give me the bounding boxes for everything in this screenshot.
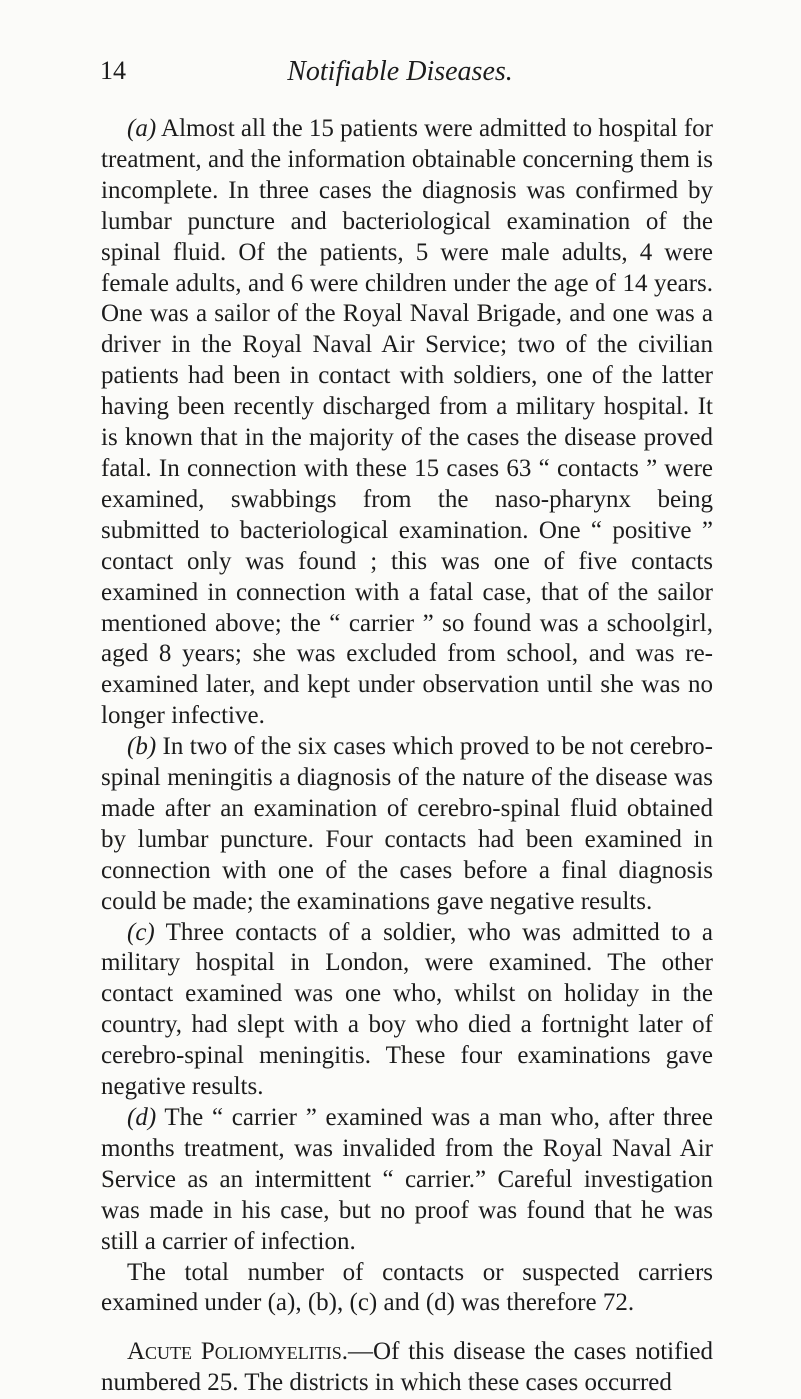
section-text: —Of this disease the cases notified numbered 25. The districts in which these cases occurred xyxy=(101,1338,713,1397)
body-text xyxy=(101,114,713,1399)
paragraph-marker: (d) xyxy=(127,1104,157,1131)
page-number: 14 xyxy=(100,56,126,85)
section-paragraph xyxy=(101,1337,713,1399)
paragraph-marker: (a) xyxy=(127,115,157,142)
paragraph-marker: (b) xyxy=(127,733,157,761)
paragraph-text: In two of the six cases which proved to be not cerebro-spinal meningitis a diagnosis of the nature of the disease was made after an examination of cerebro-spinal fluid obtained by lumbar puncture. Four contacts had been examined in connection with one of the cases before a final diagnosis could be made; the examinations gave negative results. xyxy=(101,733,713,915)
paragraph-d xyxy=(101,1103,713,1258)
paragraph-c xyxy=(101,918,713,1103)
paragraph-a xyxy=(101,114,713,732)
paragraph-b xyxy=(101,732,713,917)
paragraph-text: Almost all the 15 patients were admitted to hospital for treatment, and the information obtainable concerning them is incomplete. In three cases the diagnosis was confirmed by lumbar puncture and bacteriological examination of the spinal fluid. Of the patients, 5 were male adults, 4 were female adults, and 6 were children under the age of 14 years. One was a sailor of the Royal Naval Brigade, and one was a driver in the Royal Naval Air Service; two of the civilian patients had been in contact with soldiers, one of the latter having been recently discharged from a military hospital. It is known that in the majority of the cases the disease proved fatal. In connection with these 15 cases 63 “ contacts ” were examined, swabbings from the naso-pharynx being submitted to bacteriological examination. One “ positive ” contact only was found ; this was one of five contacts examined in connection with a fatal case, that of the sailor mentioned above; the “ carrier ” so found was a schoolgirl, aged 8 years; she was excluded from school, and was re-examined later, and kept under observation until she was no longer infective. xyxy=(101,115,713,730)
section-heading: Acute Poliomyelitis. xyxy=(127,1338,349,1366)
page-header xyxy=(100,56,700,96)
running-title: Notifiable Diseases. xyxy=(287,56,513,87)
summary-paragraph: The total number of contacts or suspected carriers examined under (a), (b), (c) and (d) was therefore 72. xyxy=(101,1258,713,1317)
paragraph-text: The “ carrier ” examined was a man who, after three months treatment, was invalided from the Royal Naval Air Service as an intermittent “ carrier.” Careful investigation was made in his case, but no proof was found that he was still a carrier of infection. xyxy=(101,1104,713,1255)
paragraph-text: Three contacts of a soldier, who was admitted to a military hospital in London, were examined. The other contact examined was one who, whilst on holiday in the country, had slept with a boy who died a fortnight later of cerebro-spinal meningitis. These four examinations gave negative results. xyxy=(101,918,713,1101)
paragraph-marker: (c) xyxy=(127,918,155,946)
